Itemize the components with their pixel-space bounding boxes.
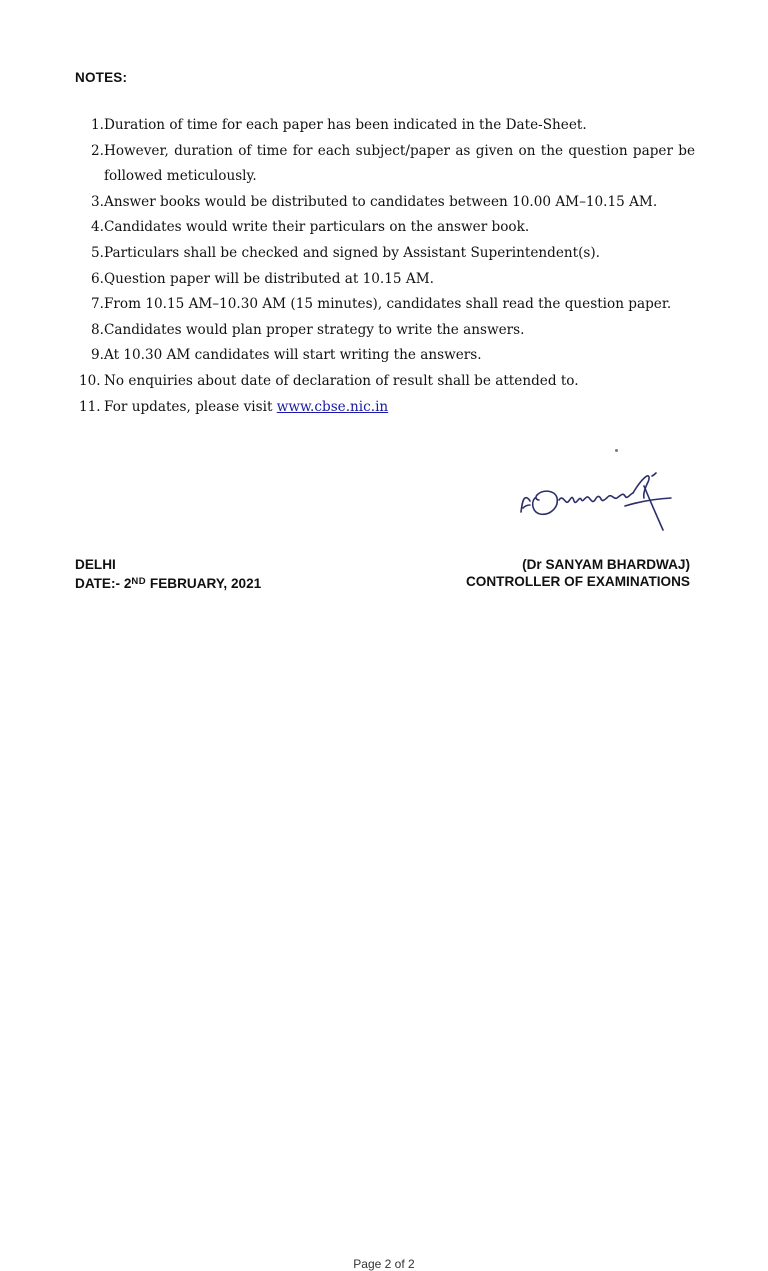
note-number: 7. [91,296,104,313]
note-number: 8. [91,321,104,338]
signatory-block [420,556,690,590]
note-number: 10. [79,372,101,389]
note-text: Candidates would write their particulars on the answer book. [104,219,530,236]
note-number: 4. [91,219,104,236]
notes-list [75,113,695,420]
list-item [75,190,695,216]
note-number: 3. [91,193,104,210]
list-item [75,113,695,139]
list-item [75,369,695,395]
note-text: However, duration of time for each subject/paper as given on the question paper be followed meticulously. [104,142,695,185]
note-text-prefix: For updates, please visit [104,398,277,415]
issue-place-date [75,556,261,592]
page-number: Page 2 of 2 [353,1257,415,1271]
list-item [75,139,695,190]
note-text: Question paper will be distributed at 10.15 AM. [104,270,434,287]
note-text: No enquiries about date of declaration of result shall be attended to. [104,372,579,389]
note-number: 6. [91,270,104,287]
note-text [104,395,695,421]
list-item [75,241,695,267]
signatory-title: CONTROLLER OF EXAMINATIONS [465,574,690,589]
date-ordinal-suffix: ND [131,576,147,587]
ink-dot [615,449,618,452]
note-text: Duration of time for each paper has been indicated in the Date-Sheet. [104,117,587,133]
note-text: At 10.30 AM candidates will start writing the answers. [104,347,482,364]
list-item [75,318,695,344]
place-label: DELHI [75,557,116,572]
note-number: 11. [79,398,101,415]
note-text: Particulars shall be checked and signed by Assistant Superintendent(s). [104,244,600,261]
list-item [75,343,695,369]
handwritten-signature-icon [513,468,681,540]
note-number: 2. [91,142,104,159]
list-item [75,267,695,293]
list-item [75,215,695,241]
note-text: Answer books would be distributed to candidates between 10.00 AM–10.15 AM. [104,193,658,210]
note-text: Candidates would plan proper strategy to write the answers. [104,321,525,338]
signatory-name: (Dr SANYAM BHARDWAJ) [522,557,690,572]
note-number: 1. [91,117,104,133]
note-number: 5. [91,244,104,261]
note-number: 9. [91,347,104,364]
list-item [75,292,695,318]
notes-heading: NOTES: [75,70,128,85]
cbse-website-link[interactable]: www.cbse.nic.in [276,398,389,415]
note-text: From 10.15 AM–10.30 AM (15 minutes), candidates shall read the question paper. [104,296,672,313]
date-label: DATE:- 2ND FEBRUARY, 2021 [75,576,262,591]
list-item [75,395,695,421]
